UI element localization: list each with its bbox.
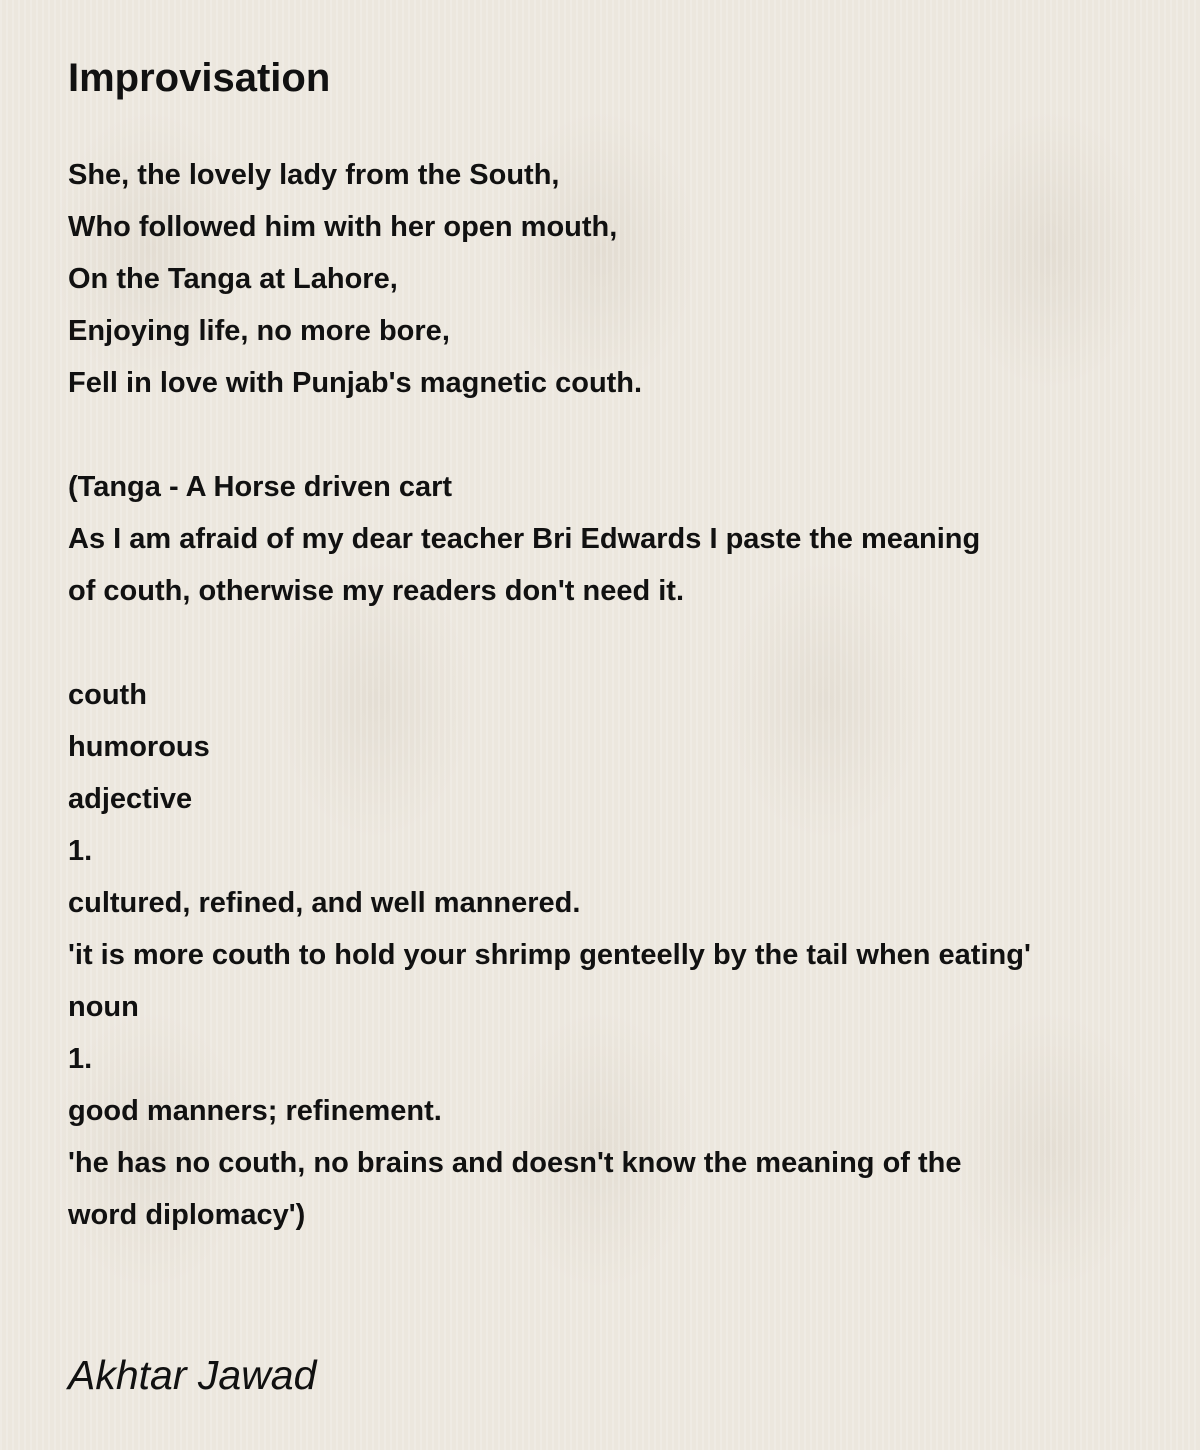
- poem-line: of couth, otherwise my readers don't need it.: [68, 575, 684, 607]
- poem-line: good manners; refinement.: [68, 1095, 442, 1127]
- poem-author: Akhtar Jawad: [68, 1352, 317, 1398]
- stanza-break: [68, 409, 1178, 461]
- poem-line: humorous: [68, 731, 210, 763]
- poem-line: 1.: [68, 1043, 93, 1075]
- poem-line: 'he has no couth, no brains and doesn't know the meaning of the: [68, 1147, 962, 1179]
- poem-line: As I am afraid of my dear teacher Bri Edwards I paste the meaning: [68, 523, 981, 555]
- poem-title: Improvisation: [68, 56, 331, 100]
- stanza-break: [68, 617, 1178, 669]
- poem-line: (Tanga - A Horse driven cart: [68, 471, 453, 503]
- poem-line: She, the lovely lady from the South,: [68, 159, 560, 191]
- poem-line: 'it is more couth to hold your shrimp genteelly by the tail when eating': [68, 939, 1031, 971]
- poem-line: cultured, refined, and well mannered.: [68, 887, 581, 919]
- poem-line: adjective: [68, 783, 193, 815]
- poem-line: 1.: [68, 835, 93, 867]
- poem-line: Who followed him with her open mouth,: [68, 211, 618, 243]
- poem-line: On the Tanga at Lahore,: [68, 263, 398, 295]
- poem-line: noun: [68, 991, 139, 1023]
- poem-body: [68, 149, 1178, 1241]
- poem-line: word diplomacy'): [68, 1199, 306, 1231]
- poem-line: Enjoying life, no more bore,: [68, 315, 450, 347]
- poem-line: couth: [68, 679, 147, 711]
- poem-line: Fell in love with Punjab's magnetic couth.: [68, 367, 643, 399]
